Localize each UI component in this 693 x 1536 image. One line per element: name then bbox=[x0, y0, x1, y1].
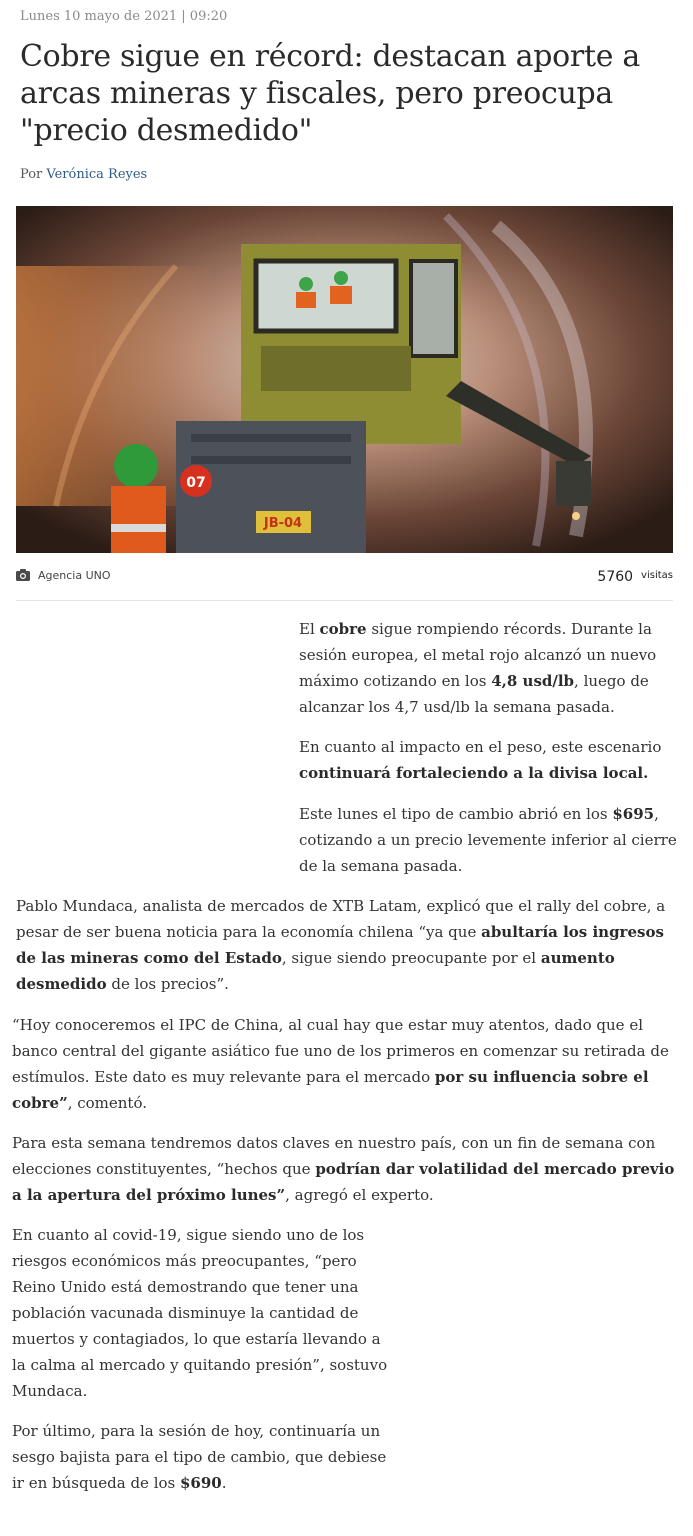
author-link[interactable]: Verónica Reyes bbox=[46, 167, 148, 182]
photo-credit: Agencia UNO bbox=[38, 569, 111, 582]
byline bbox=[20, 167, 147, 182]
article-photo bbox=[16, 206, 673, 553]
text-span: , agregó el experto. bbox=[285, 1186, 434, 1204]
text-span: Para esta semana tendremos datos claves en nuestro país, con un fin de semana con elecciones constituyentes, “hechos que bbox=[12, 1134, 656, 1178]
text-span: “Hoy conoceremos el IPC de China, al cual hay que estar muy atentos, dado que el banco central del gigante asiático fue uno de los primeros en comenzar su retirada de estímulos. Este dato es muy relevante para el mercado bbox=[12, 1016, 669, 1086]
body-paragraph-4 bbox=[16, 893, 686, 997]
article-headline: Cobre sigue en récord: destacan aporte a arcas mineras y fiscales, pero preocupa "precio desmedido" bbox=[20, 39, 640, 148]
photo-meta bbox=[16, 566, 673, 588]
text-span: Pablo Mundaca, analista de mercados de XTB Latam, explicó que el rally del cobre, a pesar de ser buena noticia para la economía chilena “ya que bbox=[16, 897, 666, 941]
machine-code-label: JB-04 bbox=[263, 516, 303, 531]
text-span: En cuanto al covid-19, sigue siendo uno de los riesgos económicos más preocupantes, “pero Reino Unido está demostrando que tener una población vacunada disminuye la cantidad de muertos y contagiados, lo que estaría llevando a la calma al mercado y quitando presión”, sostuvo Mundaca. bbox=[12, 1226, 388, 1400]
body-paragraph-7 bbox=[12, 1222, 392, 1404]
views-counter bbox=[597, 566, 673, 585]
text-span: de los precios”. bbox=[106, 975, 229, 993]
byline-prefix: Por bbox=[20, 167, 47, 182]
bold-span: continuará fortaleciendo a la divisa local. bbox=[299, 764, 649, 782]
text-span: Este lunes el tipo de cambio abrió en los bbox=[299, 805, 613, 823]
body-paragraph-3 bbox=[299, 801, 679, 879]
bold-span: 4,8 usd/lb bbox=[491, 672, 575, 690]
text-span: El bbox=[299, 620, 320, 638]
bold-span: cobre bbox=[319, 620, 367, 638]
text-span: , comentó. bbox=[67, 1094, 147, 1112]
views-label: visitas bbox=[641, 570, 673, 581]
bold-span: $690 bbox=[180, 1474, 222, 1492]
bold-span: por su influencia sobre el cobre” bbox=[12, 1068, 649, 1112]
divider bbox=[16, 600, 673, 601]
text-span: sigue rompiendo récords. Durante la sesión europea, el metal rojo alcanzó un nuevo máximo cotizando en los bbox=[299, 620, 657, 690]
body-paragraph-6 bbox=[12, 1130, 682, 1208]
text-span: . bbox=[221, 1474, 227, 1492]
machine-number-label: 07 bbox=[186, 475, 206, 491]
views-count: 5760 bbox=[597, 569, 634, 585]
bold-span: $695 bbox=[612, 805, 655, 823]
bold-span: abultaría los ingresos de las mineras como del Estado bbox=[16, 923, 664, 967]
text-span: En cuanto al impacto en el peso, este escenario bbox=[299, 738, 662, 756]
article-dateline: Lunes 10 mayo de 2021 | 09:20 bbox=[20, 9, 228, 24]
body-paragraph-1 bbox=[299, 616, 679, 720]
text-span: , luego de alcanzar los 4,7 usd/lb la semana pasada. bbox=[299, 672, 649, 716]
bold-span: aumento desmedido bbox=[16, 949, 615, 993]
camera-icon bbox=[16, 569, 30, 581]
body-paragraph-8 bbox=[12, 1418, 392, 1496]
text-span: Por último, para la sesión de hoy, continuaría un sesgo bajista para el tipo de cambio, que debiese ir en búsqueda de los bbox=[12, 1422, 387, 1492]
text-span: , cotizando a un precio levemente inferior al cierre de la semana pasada. bbox=[299, 805, 677, 875]
bold-span: podrían dar volatilidad del mercado previo a la apertura del próximo lunes” bbox=[12, 1160, 675, 1204]
body-paragraph-2 bbox=[299, 734, 679, 786]
text-span: , sigue siendo preocupante por el bbox=[281, 949, 541, 967]
body-paragraph-5 bbox=[12, 1012, 682, 1116]
mining-machine-illustration bbox=[16, 206, 673, 553]
